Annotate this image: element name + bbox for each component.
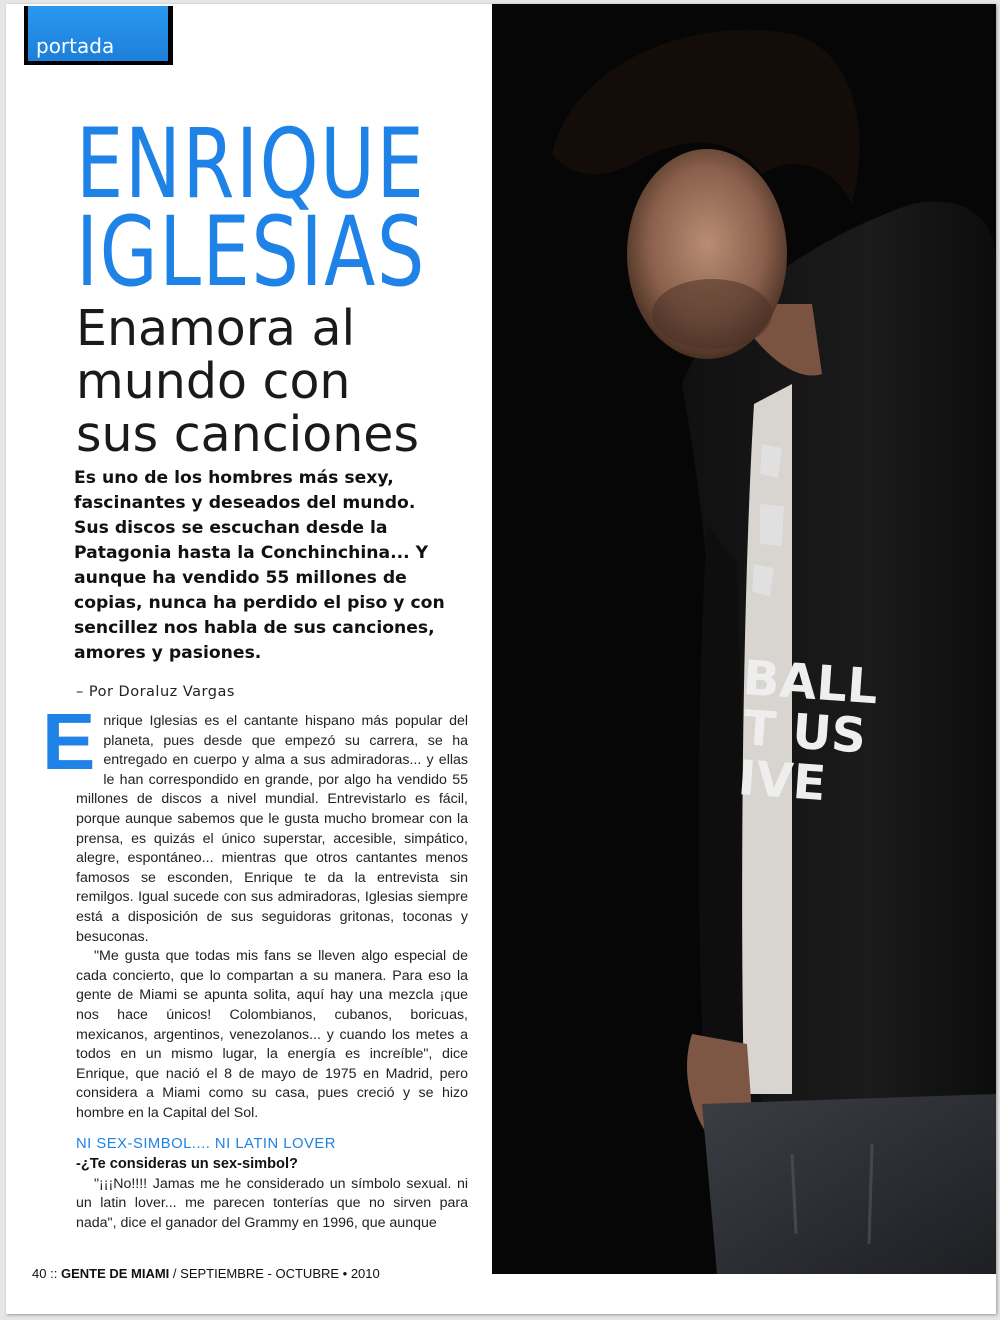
jeans-shape bbox=[702, 1094, 996, 1274]
drop-cap: E bbox=[42, 697, 96, 786]
author-byline: – Por Doraluz Vargas bbox=[76, 684, 235, 700]
subtitle-line-3: sus canciones bbox=[76, 406, 419, 463]
page-sheet bbox=[6, 4, 996, 1314]
headline-last-name: IGLESIAS bbox=[76, 196, 426, 308]
paragraph-1: nrique Iglesias es el cantante hispano más popular del planeta, pues desde que empezó su carrera, se ha entregado en cuerpo y alma a sus admiradoras... y ellas le han correspondido en grande, por algo ha vendido 55 millones de discos a nivel mundial. Entrevistarlo es fácil, porque aunque sabemos que le gusta mucho bromear con la prensa, es quizás el único superstar, accesible, simpático, alegre, espontáneo... mientras que otros cantantes menos famosos se esconden, Enrique te da la entrevista sin remilgos. Igual sucede con sus admiradoras, Iglesias siempre está a disposición de sus seguidoras gritonas, toconas y besuconas. bbox=[76, 713, 468, 945]
issue-date: / SEPTIEMBRE - OCTUBRE • 2010 bbox=[172, 1266, 380, 1281]
article-deck: Es uno de los hombres más sexy, fascinantes y deseados del mundo. Sus discos se escuchan desde la Patagonia hasta la Conchinchina... Y aunque ha vendido 55 millones de copias, nunca ha perdido el piso y con sencillez nos habla de sus canciones, amores y pasiones. bbox=[74, 468, 445, 663]
shirt-print-line-3: IVE bbox=[736, 750, 828, 813]
cover-photo bbox=[492, 4, 996, 1274]
section-heading: NI SEX-SIMBOL.... NI LATIN LOVER bbox=[76, 1136, 336, 1153]
article-body bbox=[42, 697, 468, 1233]
subtitle-line-1: Enamora al bbox=[76, 300, 356, 357]
footer-separator: :: bbox=[50, 1266, 58, 1281]
magazine-name: GENTE DE MIAMI bbox=[60, 1266, 170, 1281]
shirt-print-line-2: T US bbox=[741, 700, 868, 765]
section-label: portada bbox=[36, 34, 115, 58]
shirt-print-line-1: BALL bbox=[741, 650, 880, 716]
section-tab bbox=[24, 6, 173, 65]
page-number: 40 bbox=[32, 1266, 47, 1281]
page-footer bbox=[32, 1266, 380, 1281]
paragraph-2: "Me gusta que todas mis fans se lleven algo especial de cada concierto, que lo compartan a su manera. Para eso la gente de Miami se apunta solita, aquí hay una mezcla ¡que nos hace únicos! Colombianos, cubanos, boricuas, mexicanos, argentinos, venezolanos... y cuando los metes a todos en un mismo lugar, la energía es increíble", dice Enrique, que nació el 8 de mayo de 1975 en Madrid, pero considera a Miami como su casa, pues creció y se hizo hombre en la Capital del Sol. bbox=[76, 948, 468, 1121]
interview-question: -¿Te consideras un sex-simbol? bbox=[76, 1156, 298, 1173]
portrait-illustration bbox=[492, 4, 996, 1274]
paragraph-3: "¡¡¡No!!!! Jamas me he considerado un símbolo sexual. ni un latin lover... me parecen tonterías que no sirven para nada", dice el ganador del Grammy en 1996, que aunque bbox=[76, 1175, 468, 1231]
subtitle-line-2: mundo con bbox=[76, 353, 351, 410]
headline-first-name: ENRIQUE bbox=[76, 108, 426, 220]
section-tab-fill bbox=[28, 6, 168, 61]
